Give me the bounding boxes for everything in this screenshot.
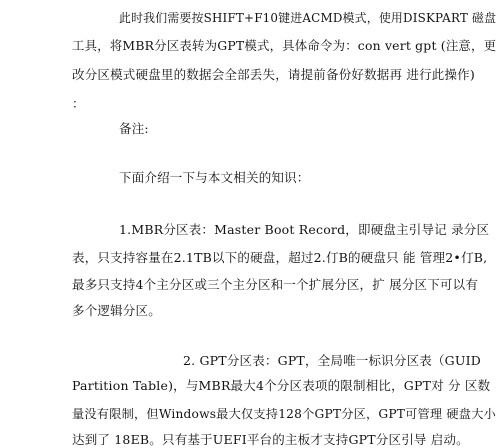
paragraph-1-line-3: 改分区模式硬盘里的数据会全部丢失，请提前备份好数据再 进行此操作) bbox=[72, 67, 475, 82]
gpt-line-2: Partition Table)，与MBR最大4个分区表项的限制相比，GPT对 分 区数 bbox=[72, 378, 491, 393]
mbr-line-2: 表，只支持容量在2.1TB以下的硬盘，超过2.仃B的硬盘只 能 管理2•仃B, bbox=[72, 250, 488, 265]
paragraph-1-line-4: ： bbox=[72, 96, 85, 111]
gpt-line-3: 量没有限制，但Windows最大仅支持128个GPT分区，GPT可管理 硬盘大小 bbox=[72, 407, 496, 421]
gpt-line-4: 达到了 18EB。只有基于UEFI平台的主板才支持GPT分区引导 启动。 bbox=[72, 432, 469, 447]
mbr-line-4: 多个逻辑分区。 bbox=[72, 303, 161, 318]
mbr-line-1: 1.MBR分区表：Master Boot Record，即硬盘主引导记 录分区 bbox=[119, 222, 490, 237]
paragraph-1-line-1: 此时我们需要按SHIFT+F10键进ACMD模式，使用DISKPART 磁盘 bbox=[119, 11, 497, 25]
intro-line: 下面介绍一下与本文相关的知识： bbox=[119, 170, 310, 185]
paragraph-1-line-2: 工具，将MBR分区表转为GPT模式，具体命令为：con vert gpt (注意，更 bbox=[72, 38, 497, 53]
note-label: 备注: bbox=[119, 121, 149, 136]
mbr-line-3: 最多只支持4个主分区或三个主分区和一个扩展分区，扩 展分区下可以有 bbox=[72, 277, 479, 292]
gpt-line-1: 2. GPT分区表：GPT，全局唯一标识分区表（GUID bbox=[183, 353, 481, 368]
